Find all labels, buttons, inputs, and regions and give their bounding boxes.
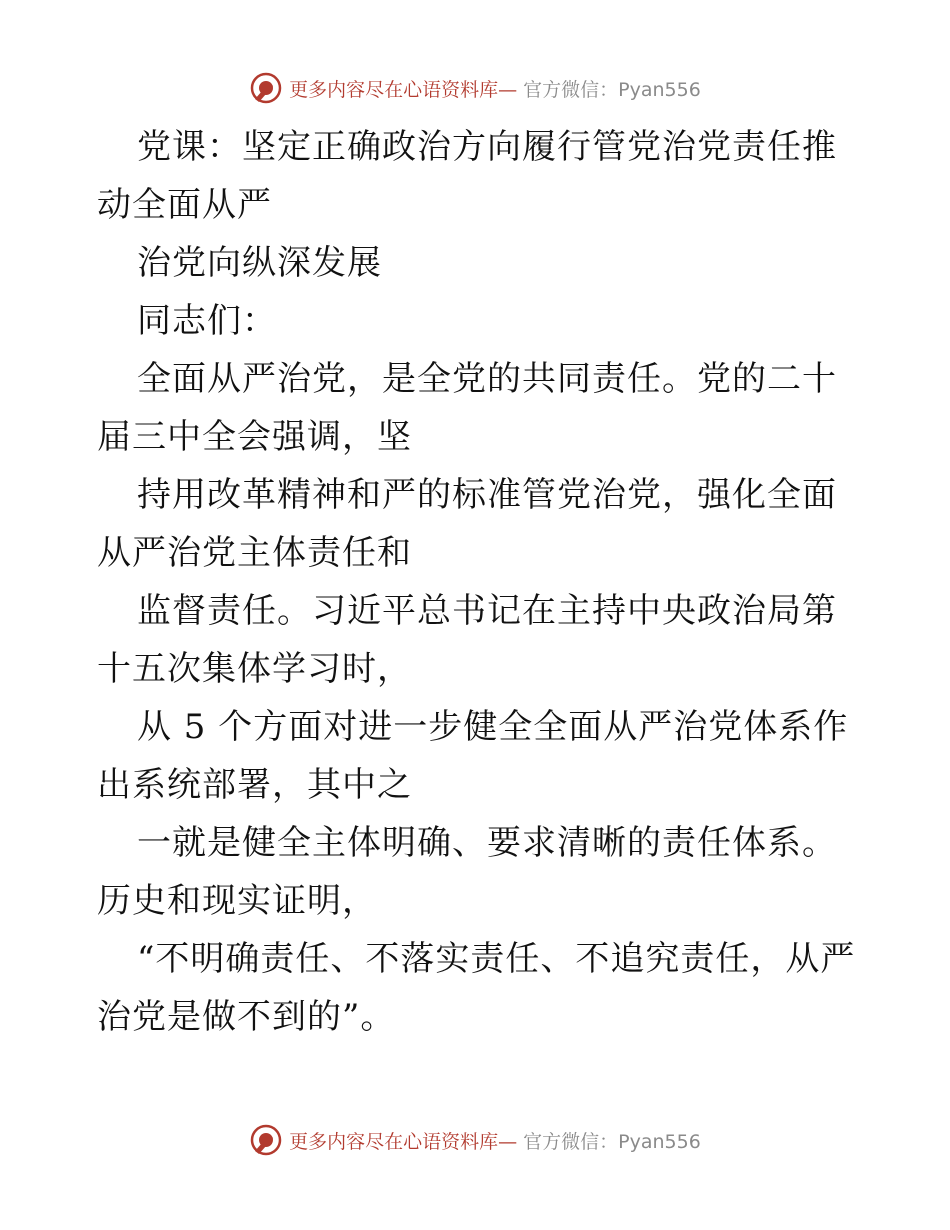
paragraph: 持用改革精神和严的标准管党治党，强化全面从严治党主体责任和 <box>97 475 837 573</box>
watermark-wechat: 官方微信：Pyan556 <box>523 1130 701 1153</box>
paragraph: 党课：坚定正确政治方向履行管党治党责任推动全面从严 <box>97 127 837 225</box>
paragraph: 全面从严治党，是全党的共同责任。党的二十届三中全会强调，坚 <box>97 359 837 457</box>
paragraph: 一就是健全主体明确、要求清晰的责任体系。历史和现实证明， <box>97 823 837 921</box>
footer-watermark <box>0 1120 950 1160</box>
pen-logo-icon <box>249 71 283 105</box>
document-body <box>97 118 857 1046</box>
watermark-text: 更多内容尽在心语资料库— <box>289 78 518 101</box>
pen-logo-icon <box>249 1123 283 1157</box>
paragraph: 监督责任。习近平总书记在主持中央政治局第十五次集体学习时， <box>97 591 837 689</box>
paragraph: 从 5 个方面对进一步健全全面从严治党体系作出系统部署，其中之 <box>97 707 849 805</box>
watermark-text: 更多内容尽在心语资料库— <box>289 1130 518 1153</box>
header-watermark <box>0 68 950 108</box>
paragraph: 治党向纵深发展 <box>137 243 382 283</box>
paragraph: “不明确责任、不落实责任、不追究责任，从严治党是做不到的”。 <box>97 939 856 1037</box>
watermark-wechat: 官方微信：Pyan556 <box>523 78 701 101</box>
paragraph: 同志们： <box>137 301 277 341</box>
